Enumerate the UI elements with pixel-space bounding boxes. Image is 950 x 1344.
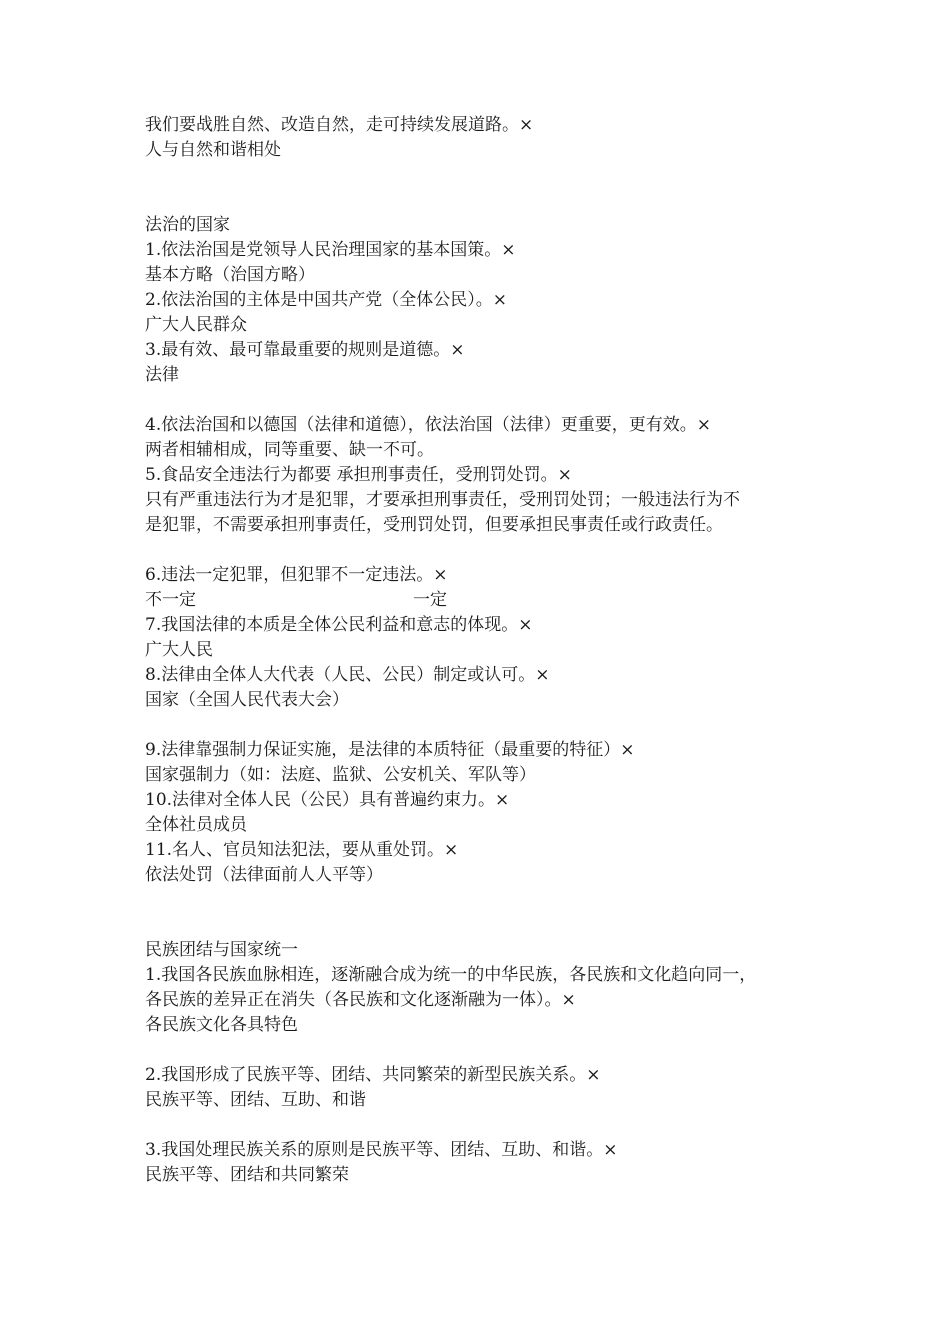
question-3: 3.最有效、最可靠最重要的规则是道德。× xyxy=(145,340,465,360)
unity-question-1-line-2: 各民族的差异正在消失（各民族和文化逐渐融为一体）。× xyxy=(145,990,576,1010)
spacer xyxy=(145,1113,825,1138)
question-8: 8.法律由全体人大代表（人民、公民）制定或认可。× xyxy=(145,665,550,685)
question-5: 5.食品安全违法行为都要 承担刑事责任，受刑罚处罚。× xyxy=(145,465,572,485)
unity-question-3: 3.我国处理民族关系的原则是民族平等、团结、互助、和谐。× xyxy=(145,1140,618,1160)
answer-2: 广大人民群众 xyxy=(145,315,247,335)
answer-5-line-1: 只有严重违法行为才是犯罪，才要承担刑事责任，受刑罚处罚；一般违法行为不 xyxy=(145,490,740,510)
question-4: 4.依法治国和以德国（法律和道德），依法治国（法律）更重要，更有效。× xyxy=(145,415,711,435)
question-9: 9.法律靠强制力保证实施，是法律的本质特征（最重要的特征）× xyxy=(145,740,635,760)
spacer xyxy=(145,888,825,938)
section-heading-rule-of-law: 法治的国家 xyxy=(145,215,230,235)
question-7: 7.我国法律的本质是全体公民利益和意志的体现。× xyxy=(145,615,533,635)
answer-9: 国家强制力（如：法庭、监狱、公安机关、军队等） xyxy=(145,765,536,785)
spacer xyxy=(145,1038,825,1063)
spacer xyxy=(145,713,825,738)
question-1: 1.依法治国是党领导人民治理国家的基本国策。× xyxy=(145,240,516,260)
unity-answer-1: 各民族文化各具特色 xyxy=(145,1015,298,1035)
answer-5-line-2: 是犯罪，不需要承担刑事责任，受刑罚处罚，但要承担民事责任或行政责任。 xyxy=(145,515,723,535)
spacer xyxy=(145,388,825,413)
question-2: 2.依法治国的主体是中国共产党（全体公民）。× xyxy=(145,290,507,310)
question-11: 11.名人、官员知法犯法，要从重处罚。× xyxy=(145,840,459,860)
intro-answer: 人与自然和谐相处 xyxy=(145,140,281,160)
intro-question: 我们要战胜自然、改造自然，走可持续发展道路。× xyxy=(145,115,534,135)
answer-4: 两者相辅相成，同等重要、缺一不可。 xyxy=(145,440,434,460)
question-10: 10.法律对全体人民（公民）具有普遍约束力。× xyxy=(145,790,510,810)
answer-6-left: 不一定 xyxy=(145,590,196,610)
answer-6 xyxy=(145,588,825,613)
section-heading-national-unity: 民族团结与国家统一 xyxy=(145,940,298,960)
answer-8: 国家（全国人民代表大会） xyxy=(145,690,349,710)
document-page xyxy=(145,113,825,1188)
answer-10: 全体社员成员 xyxy=(145,815,247,835)
unity-answer-2: 民族平等、团结、互助、和谐 xyxy=(145,1090,366,1110)
answer-1: 基本方略（治国方略） xyxy=(145,265,315,285)
spacer xyxy=(145,538,825,563)
unity-answer-3: 民族平等、团结和共同繁荣 xyxy=(145,1165,349,1185)
answer-6-right: 一定 xyxy=(413,590,447,610)
answer-11: 依法处罚（法律面前人人平等） xyxy=(145,865,383,885)
unity-question-2: 2.我国形成了民族平等、团结、共同繁荣的新型民族关系。× xyxy=(145,1065,601,1085)
unity-question-1-line-1: 1.我国各民族血脉相连，逐渐融合成为统一的中华民族，各民族和文化趋向同一， xyxy=(145,965,757,985)
answer-7: 广大人民 xyxy=(145,640,213,660)
question-6: 6.违法一定犯罪，但犯罪不一定违法。× xyxy=(145,565,448,585)
answer-3: 法律 xyxy=(145,365,179,385)
spacer xyxy=(145,163,825,213)
